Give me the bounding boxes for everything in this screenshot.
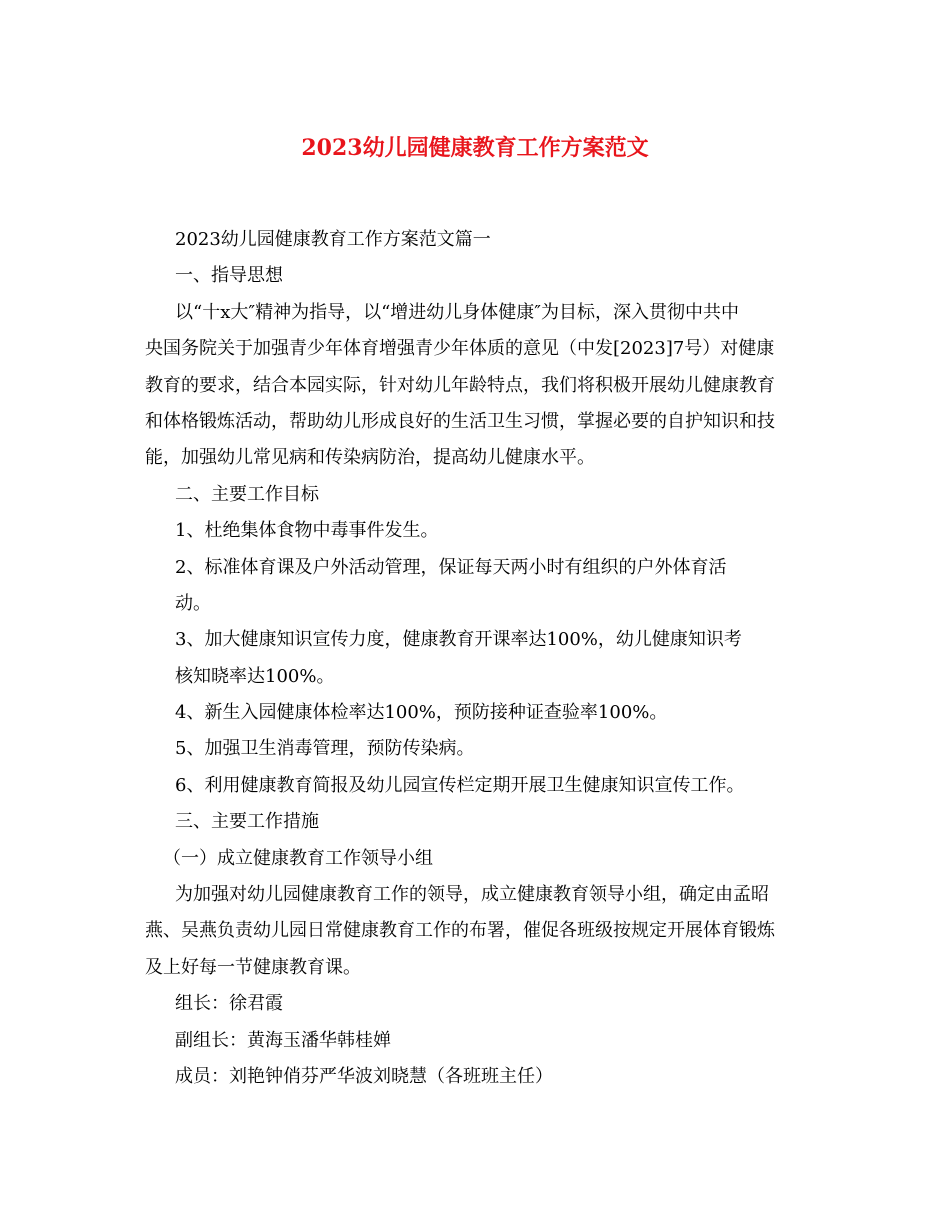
paragraph-line: 央国务院关于加强青少年体育增强青少年体质的意见（中发[2023]7号）对健康 [145, 338, 775, 360]
goal-item-4: 4、新生入园健康体检率达100%，预防接种证查验率100%。 [175, 702, 668, 724]
document-title: 2023幼儿园健康教育工作方案范文 [301, 135, 649, 161]
goal-item-1: 1、杜绝集体食物中毒事件发生。 [175, 520, 439, 542]
paragraph-line: 为加强对幼儿园健康教育工作的领导，成立健康教育领导小组，确定由孟昭 [175, 884, 769, 906]
goal-item-6: 6、利用健康教育简报及幼儿园宣传栏定期开展卫生健康知识宣传工作。 [175, 774, 745, 796]
paragraph-line: 和体格锻炼活动，帮助幼儿形成良好的生活卫生习惯，掌握必要的自护知识和技 [145, 410, 775, 432]
subheading-leading-group: （一）成立健康教育工作领导小组 [163, 847, 433, 869]
heading-main-goals: 二、主要工作目标 [175, 483, 319, 505]
paragraph-line: 能，加强幼儿常见病和传染病防治，提高幼儿健康水平。 [145, 447, 595, 469]
goal-item-2: 2、标准体育课及户外活动管理，保证每天两小时有组织的户外体育活 [175, 556, 727, 578]
paragraph-line: 以“十x大″精神为指导，以“增进幼儿身体健康″为目标，深入贯彻中共中 [175, 301, 739, 323]
document-body [145, 222, 805, 1095]
goal-item-2-continued: 动。 [175, 592, 211, 614]
group-leader: 组长：徐君霞 [175, 993, 283, 1015]
heading-main-measures: 三、主要工作措施 [175, 811, 319, 833]
group-deputy-leaders: 副组长：黄海玉潘华韩桂婵 [175, 1029, 391, 1051]
paragraph-line: 及上好每一节健康教育课。 [145, 956, 361, 978]
goal-item-5: 5、加强卫生消毒管理，预防传染病。 [175, 738, 475, 760]
section-heading-part-one: 2023幼儿园健康教育工作方案范文篇一 [175, 229, 491, 250]
paragraph-line: 燕、吴燕负责幼儿园日常健康教育工作的布署，催促各班级按规定开展体育锻炼 [145, 920, 775, 942]
goal-item-3: 3、加大健康知识宣传力度，健康教育开课率达100%，幼儿健康知识考 [175, 629, 742, 651]
group-members: 成员：刘艳钟俏芬严华波刘晓慧（各班班主任） [175, 1065, 553, 1087]
paragraph-line: 教育的要求，结合本园实际，针对幼儿年龄特点，我们将积极开展幼儿健康教育 [145, 374, 775, 396]
goal-item-3-continued: 核知晓率达100%。 [175, 665, 335, 687]
heading-guiding-ideology: 一、指导思想 [175, 265, 283, 287]
